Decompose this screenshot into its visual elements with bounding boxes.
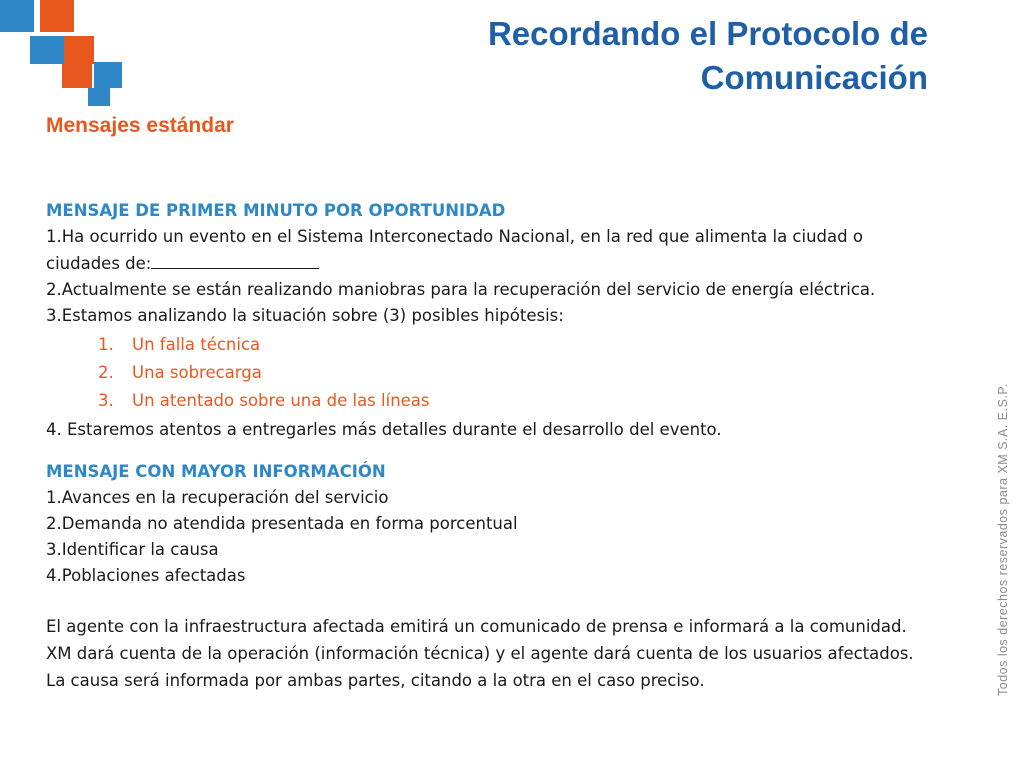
- hypothesis-item: 2. Una sobrecarga: [98, 363, 262, 382]
- closing-paragraph: XM dará cuenta de la operación (información técnica) y el agente dará cuenta de los usuarios afectados.: [46, 644, 914, 663]
- first-message-item-2: 2.Actualmente se están realizando maniobras para la recuperación del servicio de energía eléctrica.: [46, 280, 876, 299]
- slide-content: [46, 198, 976, 696]
- first-message-item-1-continuation: [46, 250, 976, 277]
- section-title: Mensajes estándar: [46, 114, 234, 137]
- cities-label: ciudades de:: [46, 254, 152, 273]
- hypothesis-item: 3. Un atentado sobre una de las líneas: [98, 391, 430, 410]
- first-message-heading: MENSAJE DE PRIMER MINUTO POR OPORTUNIDAD: [46, 201, 506, 220]
- more-info-item: 1.Avances en la recuperación del servicio: [46, 488, 389, 507]
- copyright-notice: Todos los derechos reservados para XM S.A. E.S.P.: [996, 383, 1010, 696]
- hypotheses-list: [98, 331, 976, 415]
- more-info-item: 2.Demanda no atendida presentada en forma porcentual: [46, 514, 518, 533]
- first-message-item-4: 4. Estaremos atentos a entregarles más detalles durante el desarrollo del evento.: [46, 420, 722, 439]
- cities-blank-line: [151, 250, 319, 269]
- first-message-item-1: 1.Ha ocurrido un evento en el Sistema Interconectado Nacional, en la red que alimenta la ciudad o: [46, 227, 863, 246]
- more-info-item: 4.Poblaciones afectadas: [46, 566, 246, 585]
- closing-paragraph: La causa será informada por ambas partes, citando a la otra en el caso preciso.: [46, 671, 705, 690]
- more-info-heading: MENSAJE CON MAYOR INFORMACIÓN: [46, 462, 386, 481]
- page-title: Recordando el Protocolo de Comunicación: [487, 15, 928, 96]
- closing-paragraph: El agente con la infraestructura afectada emitirá un comunicado de prensa e informará a la comunidad.: [46, 617, 907, 636]
- hypothesis-item: 1. Un falla técnica: [98, 335, 261, 354]
- company-logo: [0, 0, 130, 110]
- first-message-item-3: 3.Estamos analizando la situación sobre (3) posibles hipótesis:: [46, 306, 564, 325]
- more-info-item: 3.Identificar la causa: [46, 540, 219, 559]
